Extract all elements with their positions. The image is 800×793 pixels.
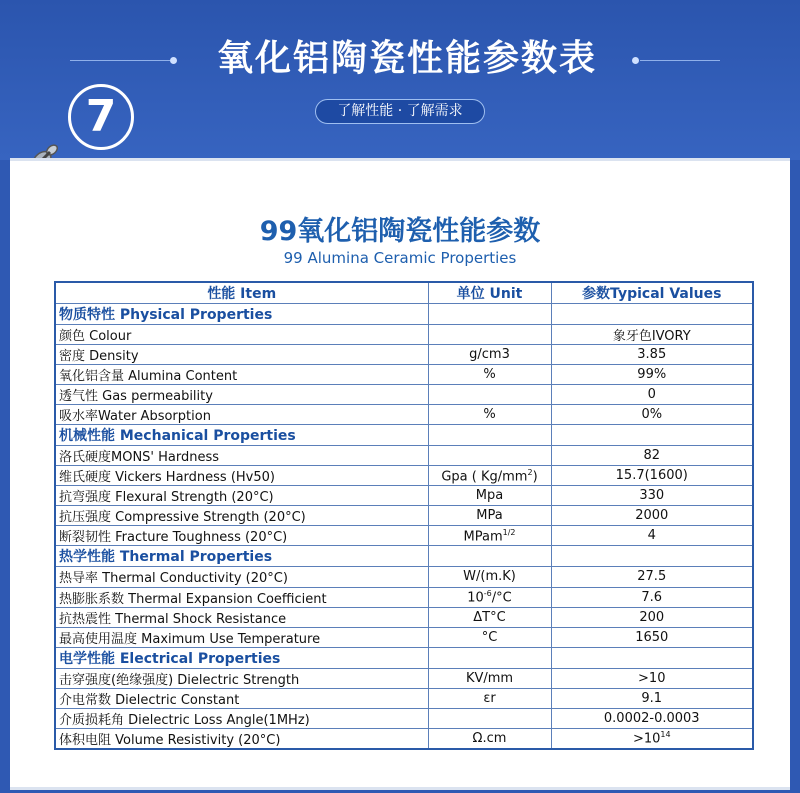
property-unit [428,546,551,567]
property-value [551,627,753,647]
property-unit [428,607,551,627]
unit-text: KV/mm [465,670,514,686]
property-name: 热导率 Thermal Conductivity (20°C) [55,567,428,587]
subtitle-pill: 了解性能 · 了解需求 [315,99,485,124]
value-text: 0 [647,387,656,403]
header-item: 性能 Item [55,282,428,304]
table-row [55,486,753,506]
property-name: 热膨胀系数 Thermal Expansion Coefficient [55,587,428,607]
table-row [55,567,753,587]
unit-text: Mpa [475,488,504,504]
section-row [55,304,753,325]
value-text: 27.5 [637,569,667,585]
property-name: 断裂韧性 Fracture Toughness (20°C) [55,526,428,546]
property-name: 电学性能 Electrical Properties [55,647,428,668]
property-value [551,688,753,708]
document-subtitle: 99 Alumina Ceramic Properties [283,249,517,267]
document-title: 99氧化铝陶瓷性能参数 [259,216,541,247]
unit-text: g/cm3 [469,347,510,363]
table-row [55,526,753,546]
property-unit [428,526,551,546]
property-name: 维氏硬度 Vickers Hardness (Hv50) [55,466,428,486]
unit-text: % [483,367,496,383]
table-row [55,325,753,345]
unit-text: Gpa ( Kg/mm [441,468,528,484]
property-unit [428,708,551,728]
table-row [55,345,753,365]
value-text: 2000 [635,508,669,524]
property-value [551,708,753,728]
value-text: 15.7(1600) [615,468,688,484]
section-row [55,546,753,567]
value-text: 7.6 [641,589,663,605]
table-row [55,466,753,486]
property-name: 抗压强度 Compressive Strength (20°C) [55,506,428,526]
property-name: 透气性 Gas permeability [55,385,428,405]
property-unit [428,627,551,647]
property-value [551,668,753,688]
property-name: 击穿强度(绝缘强度) Dielectric Strength [55,668,428,688]
unit-text: °C [481,629,498,645]
unit-suffix: /°C [491,590,512,606]
section-number: 7 [68,84,134,150]
table-row [55,405,753,425]
table-row [55,708,753,728]
value-text: 1650 [635,629,669,645]
table-row [55,728,753,749]
property-name: 洛氏硬度MONS' Hardness [55,446,428,466]
value-text: 99% [637,367,667,383]
unit-superscript: 1/2 [502,527,516,537]
table-row [55,607,753,627]
decor-line-right [640,60,720,61]
table-header-row [55,282,753,304]
property-value [551,728,753,749]
property-unit [428,486,551,506]
table-row [55,385,753,405]
properties-table [54,281,754,750]
property-unit [428,506,551,526]
table-row [55,688,753,708]
property-unit [428,365,551,385]
unit-text: MPa [476,508,503,524]
property-value [551,486,753,506]
property-value [551,466,753,486]
decor-line-left [70,60,170,61]
value-text: 0.0002-0.0003 [603,710,700,726]
unit-superscript: 2 [527,467,533,477]
property-unit [428,647,551,668]
table-row [55,668,753,688]
value-text: 330 [639,488,665,504]
unit-superscript: -6 [483,588,492,598]
property-name: 物质特性 Physical Properties [55,304,428,325]
table-row [55,365,753,385]
property-unit [428,345,551,365]
value-text: 4 [647,528,656,544]
value-text: 82 [643,448,661,464]
unit-text: ΔT°C [473,609,506,625]
table-row [55,627,753,647]
property-value [551,446,753,466]
property-value [551,546,753,567]
value-text: 0% [641,407,663,423]
property-unit [428,304,551,325]
header-unit: 单位 Unit [428,282,551,304]
property-name: 抗热震性 Thermal Shock Resistance [55,607,428,627]
unit-text: Ω.cm [472,730,507,746]
property-name: 密度 Density [55,345,428,365]
unit-text: W/(m.K) [463,569,516,585]
unit-text: 10 [467,590,484,606]
property-value [551,325,753,345]
property-name: 机械性能 Mechanical Properties [55,425,428,446]
table-row [55,587,753,607]
value-text: 9.1 [641,690,663,706]
unit-text: % [483,407,496,423]
property-name: 抗弯强度 Flexural Strength (20°C) [55,486,428,506]
property-value [551,506,753,526]
property-unit [428,385,551,405]
property-unit [428,668,551,688]
unit-text: εr [483,690,496,706]
decor-dot-left [170,57,177,64]
properties-card [10,158,790,790]
property-name: 氧化铝含量 Alumina Content [55,365,428,385]
property-name: 热学性能 Thermal Properties [55,546,428,567]
header-banner [0,0,800,160]
property-value [551,587,753,607]
property-value [551,385,753,405]
value-text: >10 [638,670,666,686]
table-row [55,506,753,526]
property-name: 最高使用温度 Maximum Use Temperature [55,627,428,647]
property-value [551,304,753,325]
table-body [55,304,753,749]
property-name: 颜色 Colour [55,325,428,345]
property-unit [428,587,551,607]
property-value [551,607,753,627]
property-unit [428,466,551,486]
property-unit [428,405,551,425]
property-name: 介电常数 Dielectric Constant [55,688,428,708]
property-unit [428,325,551,345]
property-unit [428,567,551,587]
value-text: >10 [632,731,661,747]
page-title: 氧化铝陶瓷性能参数表 [216,38,597,79]
property-unit [428,728,551,749]
unit-suffix: ) [532,468,538,484]
section-row [55,425,753,446]
value-text: 200 [639,609,665,625]
property-value [551,425,753,446]
property-value [551,567,753,587]
value-text: 象牙色IVORY [612,329,691,345]
property-value [551,526,753,546]
property-name: 体积电阻 Volume Resistivity (20°C) [55,728,428,749]
property-unit [428,688,551,708]
property-value [551,365,753,385]
unit-text: MPam [463,529,503,545]
header-value: 参数Typical Values [551,282,753,304]
property-unit [428,446,551,466]
property-value [551,405,753,425]
table-row [55,446,753,466]
property-value [551,647,753,668]
property-unit [428,425,551,446]
decor-dot-right [632,57,639,64]
value-text: 3.85 [637,347,667,363]
property-value [551,345,753,365]
value-superscript: 14 [660,730,671,740]
section-row [55,647,753,668]
property-name: 吸水率Water Absorption [55,405,428,425]
property-name: 介质损耗角 Dielectric Loss Angle(1MHz) [55,708,428,728]
